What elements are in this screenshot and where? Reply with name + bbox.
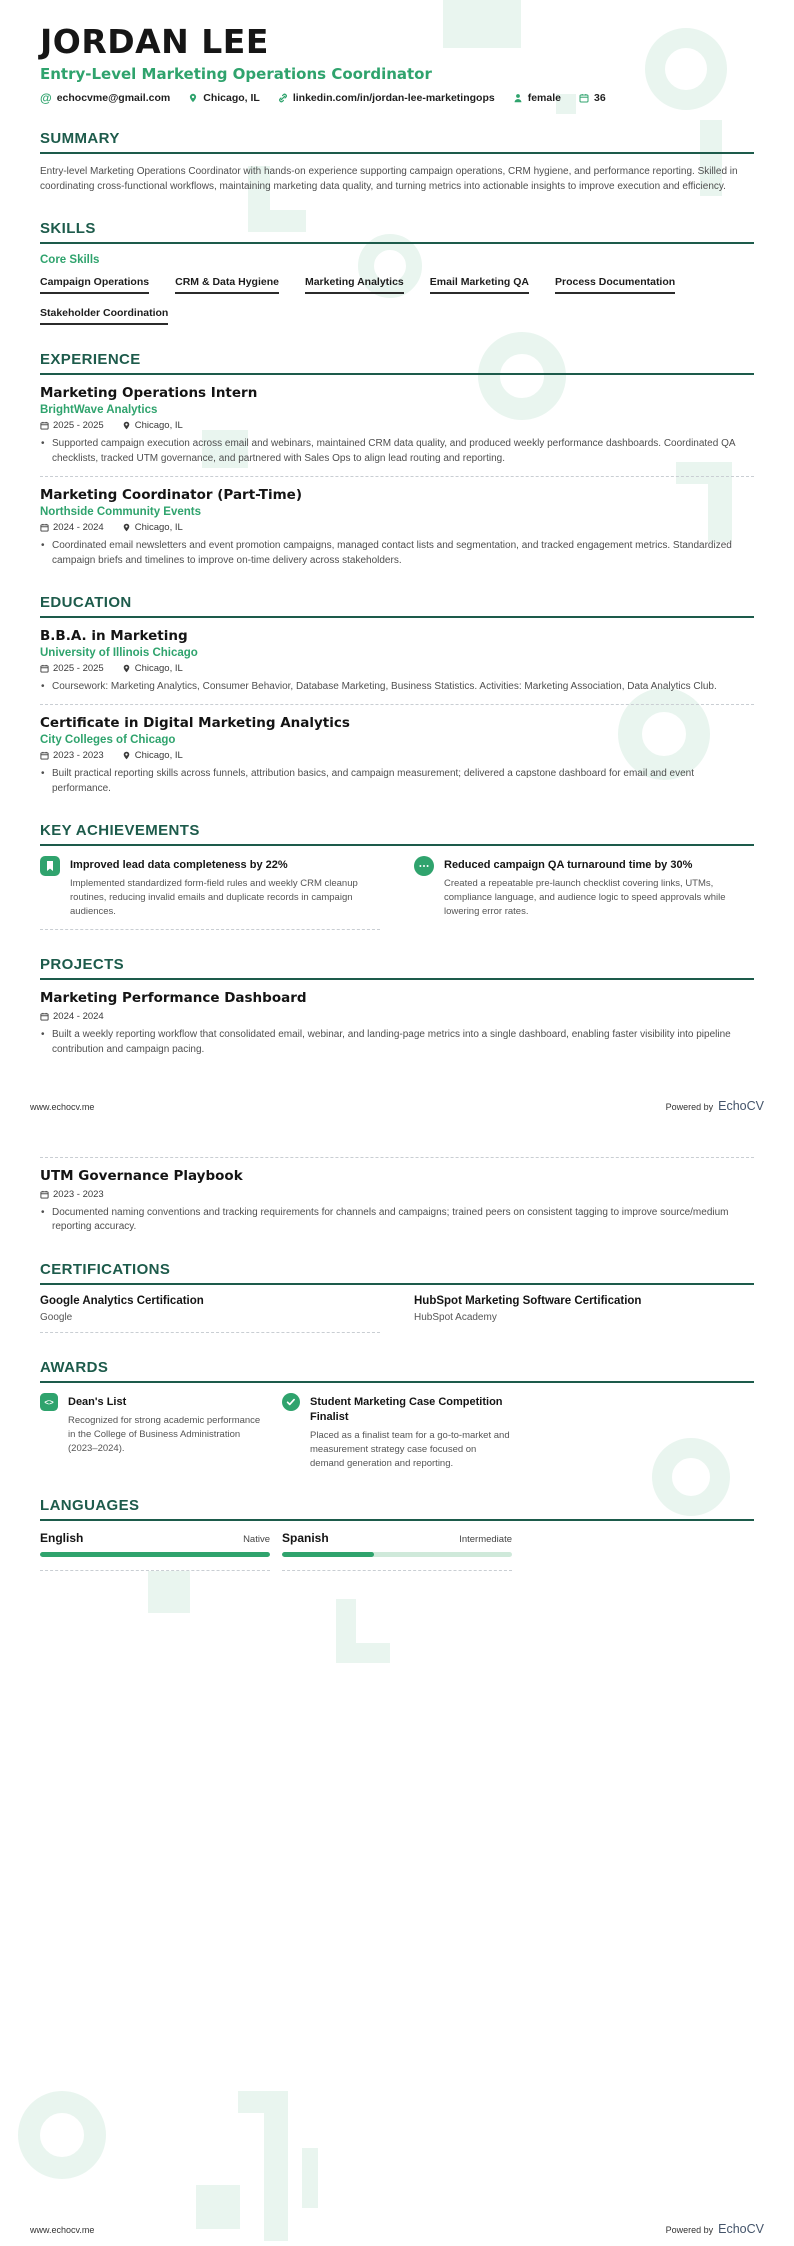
date-range: 2023 - 2023 (40, 1189, 104, 1200)
candidate-title: Entry-Level Marketing Operations Coordinator (40, 65, 432, 84)
candidate-name: JORDAN LEE (40, 22, 269, 61)
footer-site-link[interactable]: www.echocv.me (30, 2225, 95, 2235)
school-name: City Colleges of Chicago (40, 734, 176, 747)
project-entry (40, 990, 754, 1057)
achievement-item (414, 856, 754, 930)
watermark-bar-shape (302, 2148, 318, 2208)
award-text: Placed as a finalist team for a go-to-market and measurement strategy case focused on demand generation and reporting. (310, 1429, 510, 1469)
language-level: Native (243, 1533, 270, 1545)
company-name: Northside Community Events (40, 506, 202, 519)
section-education (40, 594, 754, 796)
location: Chicago, IL (122, 750, 183, 761)
location: Chicago, IL (122, 663, 183, 674)
section-projects (40, 956, 754, 1057)
footer-site-link[interactable]: www.echocv.me (30, 1102, 95, 1112)
contact-linkedin-value: linkedin.com/in/jordan-lee-marketingops (292, 92, 495, 105)
language-item (40, 1531, 270, 1571)
date-range: 2024 - 2024 (40, 522, 104, 533)
achievement-item (40, 856, 380, 930)
person-icon (513, 93, 523, 103)
entry-meta (40, 522, 754, 533)
experience-entry (40, 487, 754, 568)
footer-powered (666, 1099, 764, 1113)
entry-meta (40, 420, 754, 431)
dashed-separator (40, 1157, 754, 1158)
language-name: English (40, 1530, 84, 1545)
section-skills (40, 220, 754, 325)
experience-entry (40, 385, 754, 466)
svg-text:<>: <> (44, 1397, 54, 1407)
section-key-achievements (40, 822, 754, 930)
watermark-seven-shape (238, 2091, 288, 2241)
calendar-icon (40, 664, 49, 673)
calendar-icon (40, 523, 49, 532)
calendar-icon (40, 421, 49, 430)
resume-header (40, 0, 754, 104)
footer-powered-label: Powered by (665, 1102, 714, 1112)
achievements-heading: KEY ACHIEVEMENTS (40, 822, 754, 846)
location-icon (122, 751, 131, 760)
entry-bullet: • Supported campaign execution across email and webinars, maintained CRM data quality, and produced weekly performance dashboards. Coordinated QA checklists, tracked UTM governance, and partnered with Sales Ops to align lead routing and reporting. (40, 437, 754, 466)
skill-item: CRM & Data Hygiene (175, 276, 279, 294)
entry-meta (40, 750, 754, 761)
entry-meta (40, 1189, 754, 1200)
section-certifications (40, 1261, 754, 1333)
check-icon (282, 1393, 300, 1416)
skills-list (40, 276, 754, 325)
skill-item: Process Documentation (555, 276, 675, 294)
page-footer (30, 1099, 764, 1113)
entry-bullet: • Built a weekly reporting workflow that consolidated email, webinar, and landing-page metrics into a single dashboard, enabling faster visibility into pipeline contribution and campaign pacing. (40, 1028, 754, 1057)
language-level: Intermediate (459, 1533, 512, 1545)
contact-linkedin[interactable] (278, 92, 495, 104)
company-name: BrightWave Analytics (40, 404, 158, 417)
watermark-square-shape (148, 1571, 190, 1613)
skill-item: Marketing Analytics (305, 276, 404, 294)
education-entry (40, 715, 754, 796)
section-experience (40, 351, 754, 568)
achievement-title: Improved lead data completeness by 22% (70, 859, 288, 872)
project-entry (40, 1168, 754, 1235)
project-title: UTM Governance Playbook (40, 1168, 243, 1184)
award-item (282, 1393, 512, 1471)
footer-powered-label: Powered by (665, 2225, 714, 2235)
section-summary (40, 130, 754, 194)
achievement-title: Reduced campaign QA turnaround time by 30% (444, 859, 693, 872)
certification-title: HubSpot Marketing Software Certification (414, 1294, 642, 1307)
certifications-heading: CERTIFICATIONS (40, 1261, 754, 1285)
entry-bullet: • Built practical reporting skills across funnels, attribution basics, and campaign measurement; delivered a capstone dashboard for email and event performance. (40, 767, 754, 796)
date-range: 2023 - 2023 (40, 750, 104, 761)
bookmark-icon (40, 856, 60, 881)
language-item (282, 1531, 512, 1571)
contact-email[interactable] (40, 92, 170, 104)
contact-gender-value: female (527, 92, 561, 105)
summary-text: Entry-level Marketing Operations Coordinator with hands-on experience supporting campaign operations, CRM hygiene, and performance reporting. Skilled in coordinating cross-functional workflows, maintaining marketing data quality, and turning metrics into actionable insights to improve execution and efficiency. (40, 166, 738, 193)
page-2 (0, 1123, 794, 2246)
entry-meta (40, 1011, 754, 1022)
summary-heading: SUMMARY (40, 130, 754, 154)
certification-issuer: HubSpot Academy (414, 1311, 497, 1323)
language-progress-fill (40, 1552, 270, 1557)
footer-brand-link[interactable]: EchoCV (718, 1099, 764, 1113)
certification-title: Google Analytics Certification (40, 1294, 204, 1307)
project-title: Marketing Performance Dashboard (40, 990, 307, 1007)
dashed-separator (40, 704, 754, 705)
degree-title: B.B.A. in Marketing (40, 628, 188, 645)
calendar-icon (40, 1012, 49, 1021)
contact-location (188, 92, 260, 104)
date-range: 2024 - 2024 (40, 1011, 104, 1022)
skill-item: Stakeholder Coordination (40, 307, 168, 325)
award-title: Dean's List (68, 1395, 127, 1408)
language-progress-bar (282, 1552, 512, 1557)
job-title: Marketing Operations Intern (40, 385, 258, 402)
contact-email-value: echocvme@gmail.com (56, 92, 171, 105)
award-title: Student Marketing Case Competition Finalist (310, 1395, 503, 1423)
language-progress-fill (282, 1552, 374, 1557)
school-name: University of Illinois Chicago (40, 646, 198, 659)
skills-group-label: Core Skills (40, 254, 100, 267)
location-icon (122, 523, 131, 532)
projects-heading: PROJECTS (40, 956, 754, 980)
contact-age (579, 92, 606, 104)
education-heading: EDUCATION (40, 594, 754, 618)
contact-gender (513, 92, 561, 104)
entry-meta (40, 663, 754, 674)
entry-bullet: • Coursework: Marketing Analytics, Consumer Behavior, Database Marketing, Business Statistics. Activities: Marketing Association, Data Analytics Club. (40, 680, 754, 695)
chat-icon (414, 856, 434, 881)
watermark-ring-shape (18, 2091, 106, 2179)
date-range: 2025 - 2025 (40, 420, 104, 431)
language-progress-bar (40, 1552, 270, 1557)
achievement-text: Created a repeatable pre-launch checklist covering links, UTMs, compliance language, and audience logic to speed approvals while lowering error rates. (444, 878, 726, 918)
dashed-separator (40, 476, 754, 477)
language-name: Spanish (282, 1530, 329, 1545)
calendar-icon (40, 751, 49, 760)
section-awards (40, 1359, 754, 1471)
entry-bullet: • Coordinated email newsletters and event promotion campaigns, managed contact lists and segmentation, and tracked engagement metrics. Standardized campaign briefs and timelines to improve on-time delivery across stakeholders. (40, 539, 754, 568)
location-icon (122, 421, 131, 430)
job-title: Marketing Coordinator (Part-Time) (40, 487, 303, 504)
page-footer (30, 2222, 764, 2236)
section-languages (40, 1497, 754, 1571)
skill-item: Campaign Operations (40, 276, 149, 294)
achievement-text: Implemented standardized form-field rules and weekly CRM cleanup routines, reducing invalid emails and duplicate records in campaign audiences. (70, 878, 358, 918)
degree-title: Certificate in Digital Marketing Analytics (40, 715, 350, 732)
award-item (40, 1393, 270, 1471)
watermark-l-shape (336, 1599, 390, 1663)
calendar-icon (40, 1190, 49, 1199)
skills-heading: SKILLS (40, 220, 754, 244)
contact-location-value: Chicago, IL (203, 92, 260, 105)
education-entry (40, 628, 754, 694)
certification-item (414, 1295, 754, 1333)
skill-item: Email Marketing QA (430, 276, 529, 294)
location-icon (122, 664, 131, 673)
date-range: 2025 - 2025 (40, 663, 104, 674)
email-icon: @ (40, 91, 52, 106)
calendar-icon (579, 93, 589, 103)
footer-powered (666, 2222, 764, 2236)
location: Chicago, IL (122, 420, 183, 431)
awards-heading: AWARDS (40, 1359, 754, 1383)
entry-bullet: • Documented naming conventions and tracking requirements for channels and campaigns; trained peers on consistent tagging to improve source/medium reporting accuracy. (40, 1206, 754, 1235)
contact-age-value: 36 (593, 92, 606, 105)
experience-heading: EXPERIENCE (40, 351, 754, 375)
footer-brand-link[interactable]: EchoCV (718, 2222, 764, 2236)
location-icon (188, 93, 198, 103)
link-icon (278, 93, 288, 103)
certification-item (40, 1295, 380, 1333)
languages-heading: LANGUAGES (40, 1497, 754, 1521)
award-text: Recognized for strong academic performance in the College of Business Administration (2023–2024). (68, 1414, 261, 1454)
certification-issuer: Google (40, 1311, 73, 1323)
contact-row (40, 92, 754, 104)
location: Chicago, IL (122, 522, 183, 533)
code-icon (40, 1393, 58, 1416)
